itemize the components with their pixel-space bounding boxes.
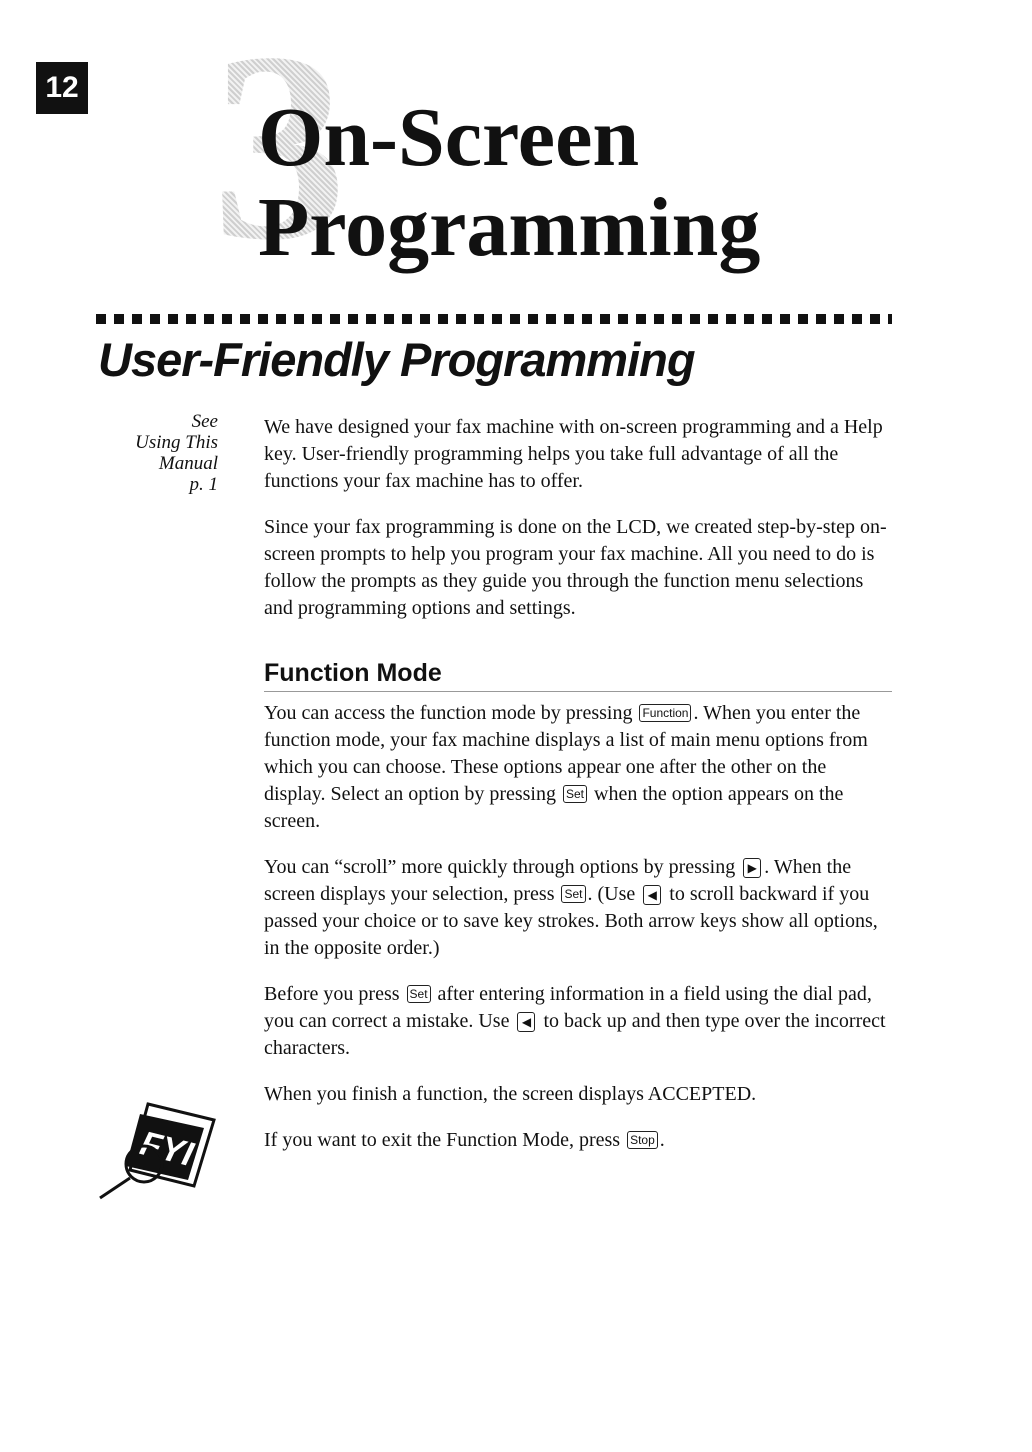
dotted-divider: [96, 314, 892, 324]
left-arrow-key-icon: ◀: [643, 885, 661, 905]
magnifier-handle: [100, 1178, 130, 1198]
side-note-line2: Using This: [135, 432, 218, 453]
right-arrow-key-icon: ▶: [743, 858, 761, 878]
stop-key: Stop: [627, 1131, 658, 1149]
section-title: User-Friendly Programming: [98, 333, 695, 386]
intro-paragraph-2: Since your fax programming is done on the LCD, we created step-by-step on-screen prompts to help you program your fax machine. All you need to do is follow the prompts as they guide you through the function menu selections and programming options and settings.: [264, 516, 887, 619]
side-note-reference: [100, 411, 218, 495]
fm-p5-text-a: If you want to exit the Function Mode, press: [264, 1129, 621, 1151]
page-number: 12: [36, 62, 88, 114]
fm-p3-text-a: Before you press: [264, 983, 400, 1005]
fm-p3-text-c: to back up and then type over the incorrect characters.: [264, 1010, 886, 1059]
fm-p2-text-c: . (Use: [587, 883, 636, 905]
fm-p3-text-b: after entering information in a field using the dial pad, you can correct a mistake. Use: [264, 983, 872, 1032]
body-text: [264, 414, 892, 1173]
chapter-title-line2: Programming: [258, 181, 761, 274]
fm-p2-text-a: You can “scroll” more quickly through options by pressing: [264, 856, 736, 878]
chapter-number-watermark: 3: [212, 0, 347, 296]
function-mode-heading: Function Mode: [264, 660, 892, 692]
chapter-title: [258, 91, 761, 274]
fyi-magnifier-icon: [96, 1090, 216, 1206]
left-arrow-key-icon: ◀: [517, 1012, 535, 1032]
fm-p5-text-b: .: [659, 1129, 665, 1151]
side-note-line4: p. 1: [189, 474, 218, 495]
function-mode-paragraph-2: [264, 854, 892, 962]
function-mode-paragraph-3: [264, 981, 892, 1062]
intro-paragraph-1: We have designed your fax machine with on-screen programming and a Help key. User-friendly programming helps you take full advantage of all the functions your fax machine has to offer.: [264, 416, 883, 492]
function-mode-paragraph-5: [264, 1127, 892, 1154]
fm-p1-text-c: when the option appears on the screen.: [264, 783, 844, 832]
function-mode-paragraph-4: When you finish a function, the screen displays ACCEPTED.: [264, 1083, 757, 1105]
set-key: Set: [563, 785, 587, 803]
side-note-line1: See: [191, 411, 218, 432]
function-mode-paragraph-1: [264, 700, 892, 835]
chapter-title-line1: On-Screen: [258, 91, 640, 184]
function-key: Function: [639, 704, 691, 722]
fm-p2-text-d: to scroll backward if you passed your choice or to save key strokes. Both arrow keys show all options, in the opposite order.): [264, 883, 878, 959]
fm-p1-text-b: . When you enter the function mode, your fax machine displays a list of main menu options from which you can choose. These options appear one after the other on the display. Select an option by pressing: [264, 702, 868, 805]
fyi-label: FYI: [136, 1124, 197, 1174]
side-note-line3: Manual: [158, 453, 218, 474]
fm-p1-text-a: You can access the function mode by pressing: [264, 702, 633, 724]
set-key: Set: [407, 985, 431, 1003]
set-key: Set: [561, 885, 585, 903]
fm-p2-text-b: . When the screen displays your selection, press: [264, 856, 852, 905]
